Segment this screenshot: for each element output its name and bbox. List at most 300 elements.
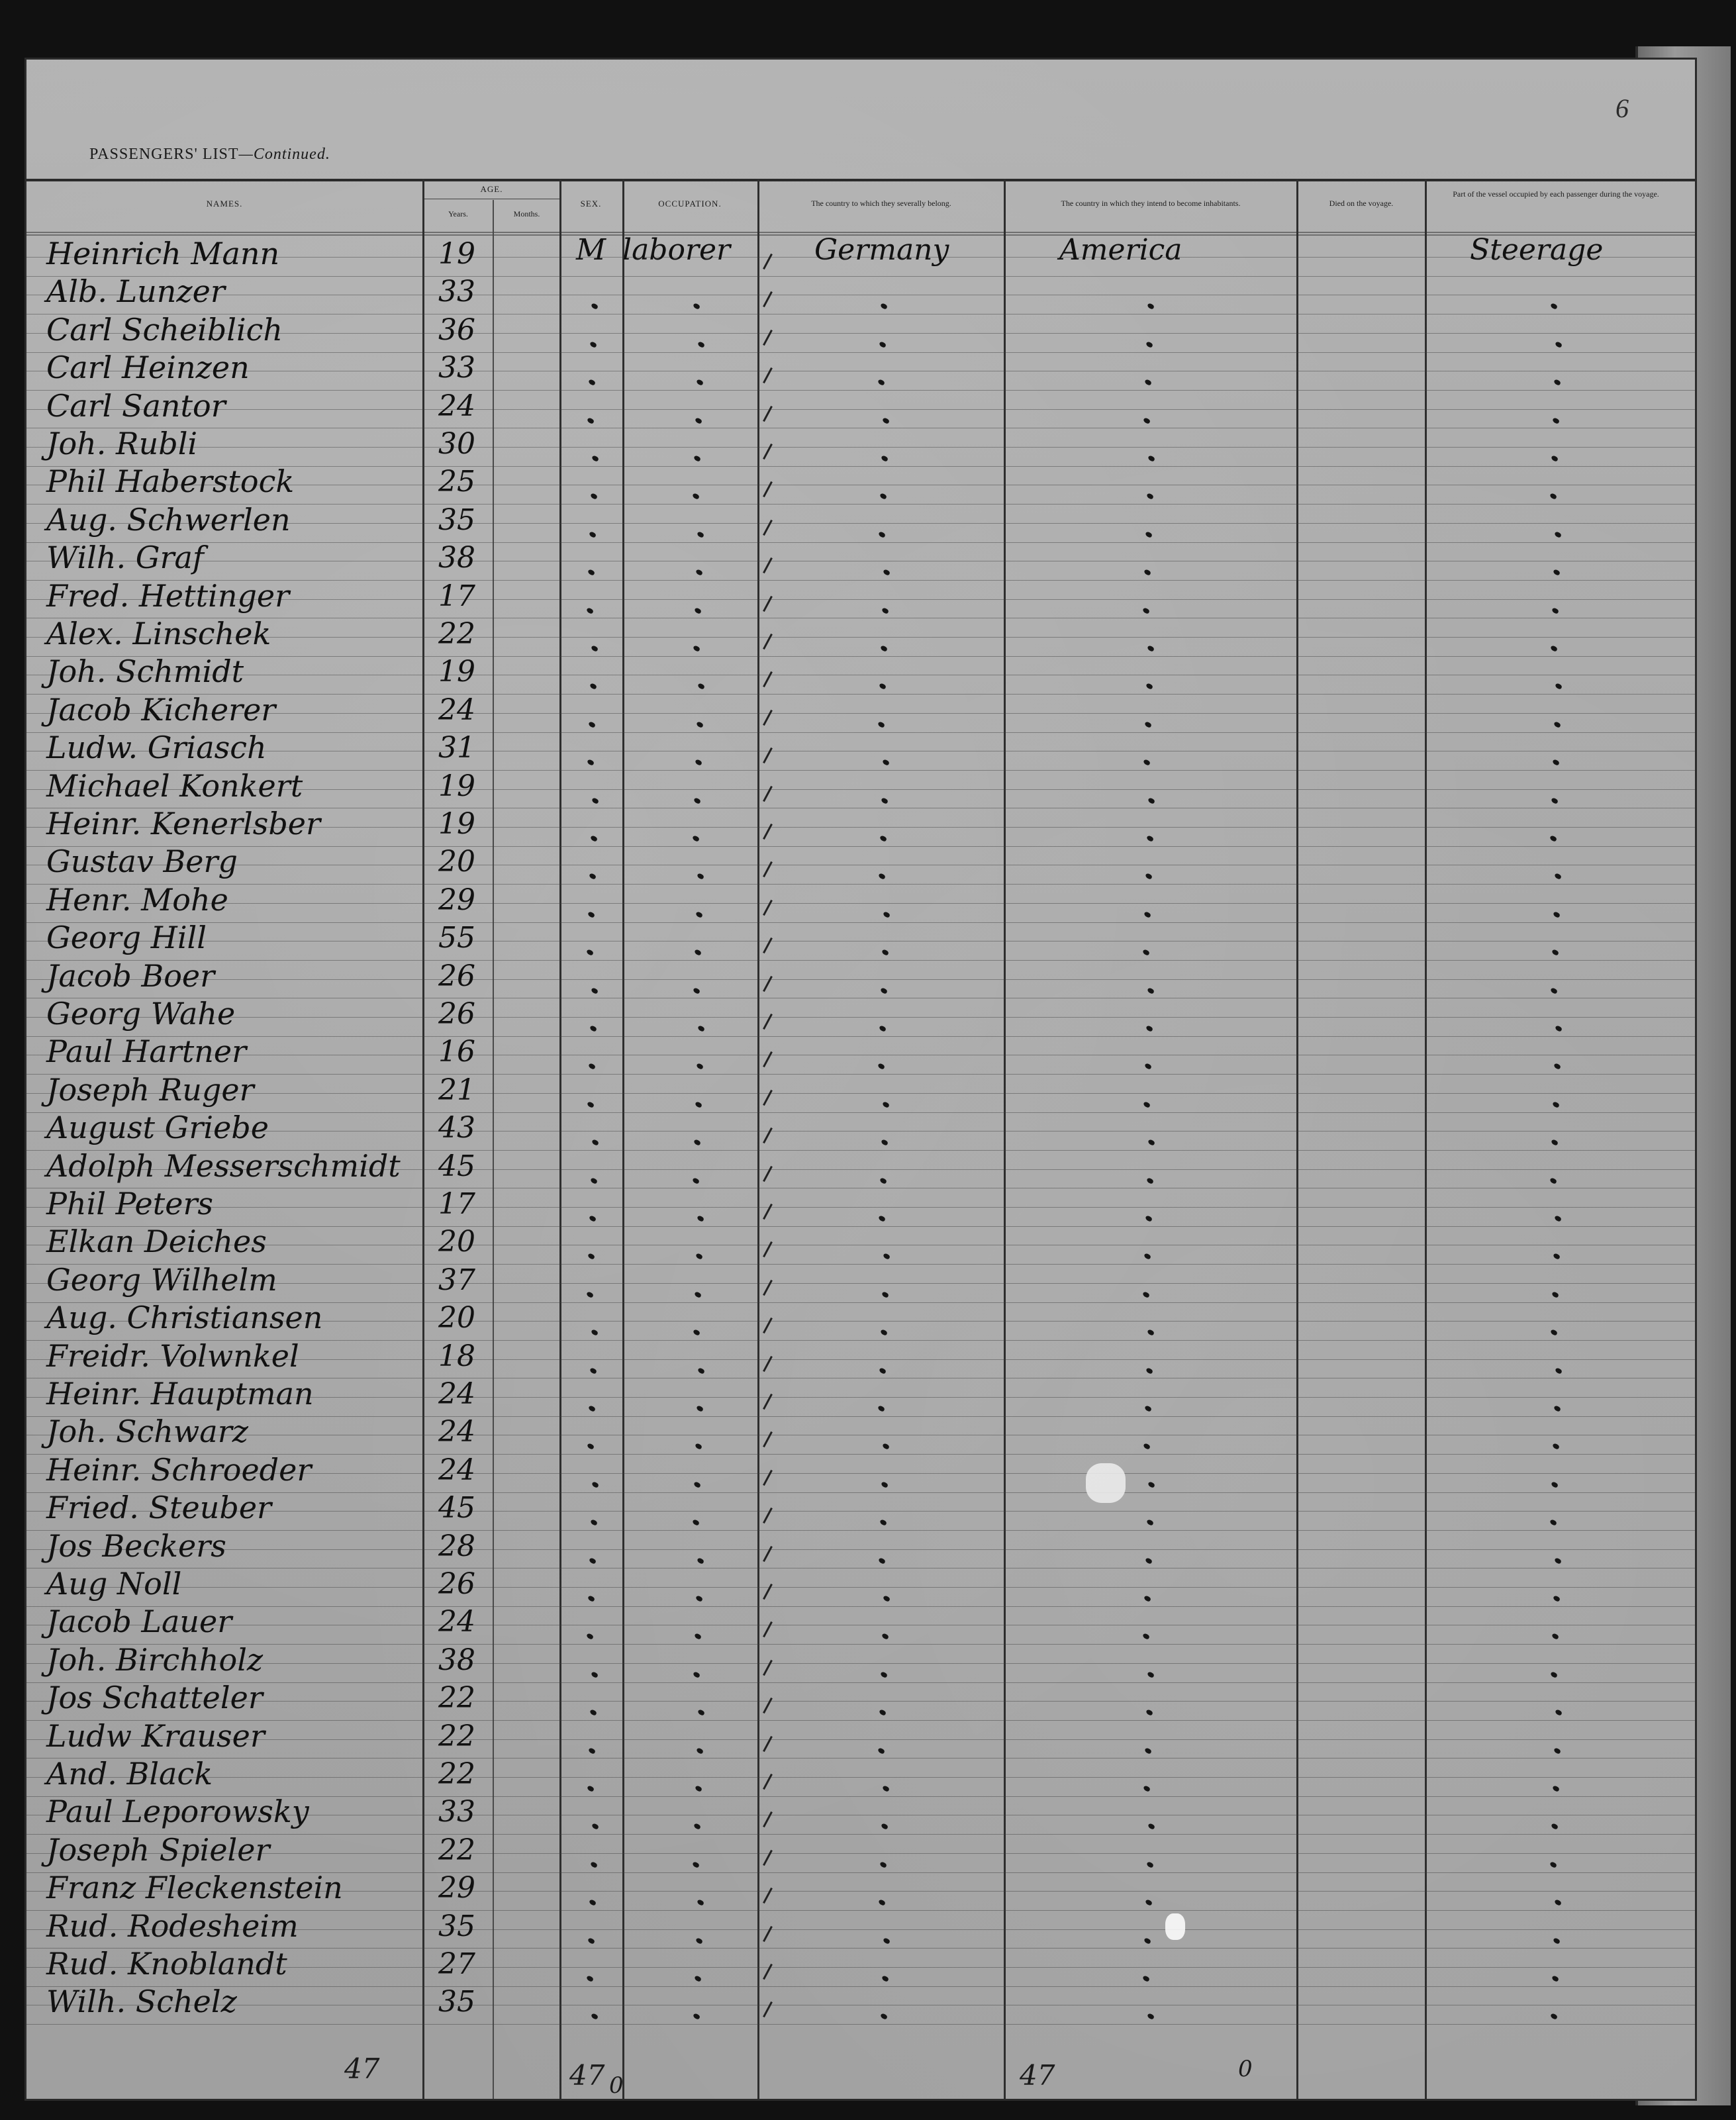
check-tick: [763, 520, 773, 536]
header-vessel-part: Part of the vessel occupied by each passenger during the voyage.: [1453, 189, 1659, 199]
ditto-mark: [587, 1595, 595, 1602]
ditto-mark: [882, 1101, 890, 1108]
passenger-name: Aug Noll: [46, 1566, 182, 1602]
check-tick: [763, 1051, 773, 1067]
check-tick: [763, 595, 773, 611]
ditto-mark: [1554, 531, 1562, 538]
ditto-mark: [877, 379, 885, 386]
ruled-line: [26, 1112, 1695, 1113]
ruled-line: [26, 1207, 1695, 1208]
ditto-mark: [1555, 341, 1563, 348]
ditto-mark: [589, 531, 597, 538]
passenger-age: 20: [438, 1301, 475, 1335]
ditto-mark: [1550, 303, 1558, 311]
passenger-name: Rud. Rodesheim: [46, 1907, 299, 1944]
ditto-mark: [1147, 1139, 1155, 1146]
ditto-mark: [879, 683, 887, 691]
passenger-name: Jos Beckers: [46, 1527, 226, 1564]
ditto-mark: [1551, 797, 1559, 804]
check-tick: [763, 330, 773, 346]
ditto-mark: [697, 341, 705, 348]
check-tick: [763, 1735, 773, 1751]
passenger-name: Rud. Knoblandt: [46, 1946, 287, 1982]
ditto-mark: [879, 1519, 887, 1526]
ruled-line: [26, 1036, 1695, 1037]
ruled-line: [26, 1853, 1695, 1854]
ditto-mark: [1550, 645, 1558, 652]
ditto-mark: [588, 721, 596, 728]
ditto-mark: [589, 341, 597, 348]
passenger-age: 29: [438, 883, 475, 917]
ditto-mark: [692, 1519, 700, 1526]
ditto-mark: [590, 1519, 598, 1526]
ditto-mark: [589, 1025, 597, 1032]
passenger-age: 24: [438, 389, 475, 423]
passenger-name: Carl Scheiblich: [46, 311, 283, 348]
title-suffix: —Continued.: [238, 146, 330, 163]
passenger-age: 33: [438, 1795, 475, 1829]
ditto-mark: [591, 455, 599, 462]
check-tick: [763, 367, 773, 383]
ditto-mark: [589, 873, 597, 881]
ditto-mark: [695, 417, 702, 424]
ditto-mark: [879, 1177, 887, 1184]
passenger-name: Georg Wahe: [46, 996, 236, 1032]
check-tick: [763, 824, 773, 840]
ditto-mark: [1552, 1443, 1560, 1451]
ditto-mark: [882, 1785, 890, 1792]
passenger-name: Joseph Spieler: [46, 1831, 270, 1868]
ditto-mark: [591, 645, 599, 652]
ditto-mark: [1554, 1899, 1562, 1906]
ditto-mark: [697, 1367, 705, 1374]
ditto-mark: [693, 2013, 700, 2021]
ditto-mark: [589, 683, 597, 691]
ditto-mark: [695, 1785, 702, 1792]
ditto-mark: [877, 1063, 885, 1071]
ruled-line: [26, 1606, 1695, 1607]
ditto-mark: [694, 1975, 702, 1982]
ruled-line: [26, 1758, 1695, 1759]
ditto-mark: [695, 1595, 703, 1602]
passenger-age: 21: [438, 1073, 475, 1107]
passenger-age: 35: [438, 1909, 475, 1943]
passenger-age: 22: [438, 1719, 475, 1753]
ditto-mark: [692, 1861, 700, 1868]
passenger-age: 45: [438, 1149, 475, 1183]
check-tick: [763, 671, 773, 687]
ditto-mark: [695, 1101, 702, 1108]
ditto-mark: [1144, 379, 1152, 386]
passenger-age: 22: [438, 1833, 475, 1867]
passenger-name: Carl Heinzen: [46, 350, 250, 386]
ruled-line: [26, 1739, 1695, 1740]
passenger-name: Jacob Kicherer: [46, 691, 276, 728]
ditto-mark: [881, 1823, 889, 1831]
passenger-name: Georg Wilhelm: [46, 1261, 277, 1298]
check-tick: [763, 1394, 773, 1410]
passenger-age: 24: [438, 693, 475, 727]
ditto-mark: [1549, 1177, 1557, 1184]
passenger-age: 26: [438, 959, 475, 993]
ditto-mark: [588, 1405, 596, 1412]
ditto-mark: [587, 1443, 595, 1451]
check-tick: [763, 1318, 773, 1333]
ditto-mark: [1550, 987, 1558, 994]
ditto-mark: [697, 873, 704, 881]
check-tick: [763, 1964, 773, 1980]
ditto-mark: [587, 759, 595, 766]
ditto-mark: [1145, 531, 1153, 538]
ditto-mark: [589, 1367, 597, 1374]
ditto-mark: [878, 1215, 886, 1222]
ditto-mark: [1552, 1101, 1560, 1108]
ditto-mark: [1553, 911, 1561, 918]
ditto-mark: [591, 1481, 599, 1488]
ditto-mark: [883, 1937, 891, 1945]
ruled-line: [26, 409, 1695, 410]
header-occupation: OCCUPATION.: [658, 199, 722, 209]
ditto-mark: [881, 1633, 889, 1641]
ditto-mark: [697, 1215, 704, 1222]
passenger-name: Heinr. Kenerlsber: [46, 806, 321, 842]
ruled-line: [26, 1986, 1695, 1987]
check-tick: [763, 2001, 773, 2017]
ditto-mark: [1552, 417, 1560, 424]
passenger-age: 19: [438, 655, 475, 689]
ditto-mark: [1550, 1671, 1558, 1678]
check-tick: [763, 1470, 773, 1486]
ditto-mark: [1146, 1519, 1154, 1526]
ditto-mark: [1144, 721, 1152, 728]
ditto-mark: [883, 1253, 891, 1261]
ditto-mark: [879, 1025, 887, 1032]
ditto-mark: [879, 493, 887, 501]
ditto-mark: [591, 1139, 599, 1146]
passenger-age: 33: [438, 275, 475, 309]
check-tick: [763, 1811, 773, 1827]
ditto-mark: [881, 949, 889, 956]
tally-sex-zero: 0: [609, 2072, 624, 2099]
ditto-mark: [1553, 1063, 1561, 1071]
paper-blemish: [1086, 1463, 1126, 1503]
ditto-mark: [1553, 1405, 1561, 1412]
ditto-mark: [1553, 379, 1561, 386]
check-tick: [763, 1204, 773, 1220]
passenger-name: Wilh. Schelz: [46, 1984, 237, 2020]
passenger-name: Gustav Berg: [46, 843, 238, 880]
ditto-mark: [693, 1329, 700, 1336]
ditto-mark: [1145, 1215, 1153, 1222]
passenger-age: 17: [438, 1187, 475, 1221]
ditto-mark: [693, 1481, 701, 1488]
check-tick: [763, 1888, 773, 1903]
passenger-name: Paul Hartner: [46, 1034, 247, 1070]
ruled-line: [26, 1017, 1695, 1018]
ditto-mark: [590, 493, 598, 501]
ditto-mark: [693, 797, 701, 804]
passenger-name: Elkan Deiches: [46, 1224, 267, 1260]
ruled-line: [26, 732, 1695, 733]
ditto-mark: [1145, 1899, 1153, 1906]
ditto-mark: [1549, 493, 1557, 501]
ditto-mark: [1143, 1937, 1151, 1945]
ditto-mark: [694, 1291, 702, 1298]
ruled-line: [26, 542, 1695, 543]
header-age: AGE.: [480, 184, 503, 194]
check-tick: [763, 1621, 773, 1637]
page-number: 6: [1615, 93, 1629, 123]
first-sex: M: [576, 233, 606, 267]
ditto-mark: [1144, 1063, 1152, 1071]
ditto-mark: [1554, 1557, 1562, 1565]
ditto-mark: [1553, 1595, 1561, 1602]
passenger-name: Fred. Hettinger: [46, 577, 290, 614]
ditto-mark: [697, 683, 705, 691]
ditto-mark: [591, 2013, 599, 2021]
ditto-mark: [1147, 455, 1155, 462]
passenger-name: Adolph Messerschmidt: [46, 1147, 401, 1184]
ditto-mark: [697, 1899, 704, 1906]
ditto-mark: [1143, 759, 1151, 766]
check-tick: [763, 1698, 773, 1713]
check-tick: [763, 1774, 773, 1790]
check-tick: [763, 1431, 773, 1447]
ditto-mark: [1142, 1975, 1150, 1982]
ditto-mark: [586, 949, 594, 956]
passenger-age: 19: [438, 237, 475, 271]
ditto-mark: [693, 303, 700, 311]
header-sex: SEX.: [580, 199, 602, 209]
ruled-line: [26, 1511, 1695, 1512]
check-tick: [763, 1090, 773, 1106]
passenger-age: 22: [438, 617, 475, 651]
ditto-mark: [878, 1899, 886, 1906]
ruled-line: [26, 884, 1695, 885]
ditto-mark: [591, 1671, 599, 1678]
check-tick: [763, 1165, 773, 1181]
ditto-mark: [1553, 1253, 1561, 1261]
ruled-line: [26, 922, 1695, 923]
ditto-mark: [1146, 1861, 1154, 1868]
ditto-mark: [1550, 1329, 1558, 1336]
ditto-mark: [881, 455, 889, 462]
ruled-line: [26, 1663, 1695, 1664]
passenger-age: 30: [438, 427, 475, 461]
ditto-mark: [1146, 835, 1154, 842]
passenger-name: Heinrich Mann: [46, 236, 280, 271]
ditto-mark: [1144, 1747, 1152, 1755]
ditto-mark: [881, 797, 889, 804]
check-tick: [763, 900, 773, 916]
ditto-mark: [1143, 1595, 1151, 1602]
check-tick: [763, 1925, 773, 1941]
ditto-mark: [881, 607, 889, 614]
ditto-mark: [1145, 873, 1153, 881]
passenger-age: 19: [438, 807, 475, 841]
check-tick: [763, 444, 773, 459]
ditto-mark: [1147, 2013, 1155, 2021]
ditto-mark: [1551, 1633, 1559, 1641]
ditto-mark: [1143, 1785, 1151, 1792]
passenger-age: 18: [438, 1339, 475, 1373]
passenger-age: 25: [438, 465, 475, 499]
check-tick: [763, 481, 773, 497]
ditto-mark: [1552, 759, 1560, 766]
ditto-mark: [1146, 1177, 1154, 1184]
passenger-age: 31: [438, 731, 475, 765]
ditto-mark: [1143, 1443, 1151, 1451]
passenger-name: Ludw. Griasch: [46, 730, 267, 766]
passenger-age: 37: [438, 1263, 475, 1297]
passenger-age: 26: [438, 997, 475, 1031]
ruled-line: [26, 1682, 1695, 1683]
ditto-mark: [693, 1823, 701, 1831]
passenger-age: 20: [438, 1225, 475, 1259]
header-country-inhabit: The country in which they intend to become inhabitants.: [1061, 199, 1241, 208]
ditto-mark: [1143, 569, 1151, 576]
passenger-age: 24: [438, 1453, 475, 1487]
check-tick: [763, 785, 773, 801]
passenger-name: Aug. Schwerlen: [46, 501, 291, 538]
passenger-name: Freidr. Volwnkel: [46, 1337, 299, 1374]
ditto-mark: [587, 569, 595, 576]
ditto-mark: [695, 911, 703, 918]
check-tick: [763, 1128, 773, 1143]
ditto-mark: [878, 531, 886, 538]
check-tick: [763, 1355, 773, 1371]
ditto-mark: [879, 1709, 887, 1716]
ditto-mark: [1144, 1405, 1152, 1412]
ruled-line: [26, 656, 1695, 657]
ditto-mark: [881, 1975, 889, 1982]
ditto-mark: [879, 835, 887, 842]
ditto-mark: [591, 303, 599, 311]
check-tick: [763, 1660, 773, 1676]
passenger-name: Carl Santor: [46, 387, 226, 424]
ditto-mark: [1554, 1215, 1562, 1222]
ditto-mark: [697, 531, 704, 538]
first-country-belong: Germany: [814, 233, 949, 267]
ditto-mark: [1551, 607, 1559, 614]
ditto-mark: [881, 1139, 889, 1146]
passenger-name: Joh. Schmidt: [46, 653, 244, 690]
ditto-mark: [1147, 987, 1155, 994]
ditto-mark: [1145, 683, 1153, 691]
paper-blemish: [1165, 1913, 1185, 1940]
ditto-mark: [697, 1557, 704, 1565]
ditto-mark: [591, 1823, 599, 1831]
ditto-mark: [693, 455, 701, 462]
ruled-line: [26, 1587, 1695, 1588]
passenger-name: Heinr. Schroeder: [46, 1451, 312, 1488]
ditto-mark: [880, 303, 888, 311]
ditto-mark: [1555, 683, 1563, 691]
ruled-line: [26, 694, 1695, 695]
ditto-mark: [883, 911, 891, 918]
ditto-mark: [880, 987, 888, 994]
ditto-mark: [591, 1329, 599, 1336]
passenger-age: 29: [438, 1871, 475, 1905]
check-tick: [763, 975, 773, 991]
ditto-mark: [1551, 1481, 1559, 1488]
ditto-mark: [1551, 1291, 1559, 1298]
ditto-mark: [1147, 1481, 1155, 1488]
ditto-mark: [591, 797, 599, 804]
ruled-line: [26, 1492, 1695, 1493]
ditto-mark: [1147, 797, 1155, 804]
passenger-name: Joh. Birchholz: [46, 1641, 264, 1678]
ditto-mark: [694, 949, 702, 956]
passenger-name: Heinr. Hauptman: [46, 1376, 314, 1412]
passenger-age: 43: [438, 1111, 475, 1145]
ditto-mark: [586, 1975, 594, 1982]
header-country-belong: The country to which they severally belong.: [811, 199, 951, 208]
check-tick: [763, 938, 773, 953]
ditto-mark: [693, 1671, 700, 1678]
passenger-name: Phil Peters: [46, 1186, 214, 1222]
passenger-name: Henr. Mohe: [46, 881, 228, 918]
ruled-line: [26, 637, 1695, 638]
ditto-mark: [1551, 949, 1559, 956]
ditto-mark: [694, 1633, 702, 1641]
passenger-name: Fried. Steuber: [46, 1490, 272, 1526]
col-sep-occupation: [757, 179, 759, 2099]
check-tick: [763, 254, 773, 269]
ditto-mark: [590, 835, 598, 842]
check-tick: [763, 1850, 773, 1866]
ditto-mark: [881, 1291, 889, 1298]
ditto-mark: [1145, 1367, 1153, 1374]
ditto-mark: [697, 1709, 705, 1716]
passenger-name: Joh. Schwarz: [46, 1414, 248, 1450]
ditto-mark: [696, 1747, 704, 1755]
ditto-mark: [1147, 1823, 1155, 1831]
ruled-line: [26, 1226, 1695, 1227]
col-sep-died: [1425, 179, 1427, 2099]
check-tick: [763, 405, 773, 421]
passenger-age: 45: [438, 1491, 475, 1525]
ditto-mark: [1553, 1937, 1561, 1945]
ruled-line: [26, 1720, 1695, 1721]
passenger-name: Ludw Krauser: [46, 1717, 265, 1754]
ditto-mark: [1147, 1671, 1155, 1678]
ditto-mark: [880, 2013, 888, 2021]
passenger-name: Michael Konkert: [46, 767, 303, 804]
tally-names-total: 47: [344, 2052, 380, 2085]
ditto-mark: [882, 759, 890, 766]
check-tick: [763, 710, 773, 726]
passenger-name: Joseph Ruger: [46, 1071, 254, 1108]
check-tick: [763, 1241, 773, 1257]
ditto-mark: [692, 835, 700, 842]
ditto-mark: [1143, 1253, 1151, 1261]
ruled-line: [26, 447, 1695, 448]
ditto-mark: [1550, 2013, 1558, 2021]
ledger-top-rule: [26, 179, 1695, 181]
ditto-mark: [586, 1291, 594, 1298]
col-sep-sex: [622, 179, 624, 2099]
ditto-mark: [879, 1861, 887, 1868]
passenger-age: 19: [438, 769, 475, 803]
ditto-mark: [695, 1253, 703, 1261]
ruled-line: [26, 1834, 1695, 1835]
ditto-mark: [883, 1595, 891, 1602]
check-tick: [763, 291, 773, 307]
ruled-line: [26, 390, 1695, 391]
ditto-mark: [1552, 1785, 1560, 1792]
passenger-name: Jacob Lauer: [46, 1604, 232, 1640]
